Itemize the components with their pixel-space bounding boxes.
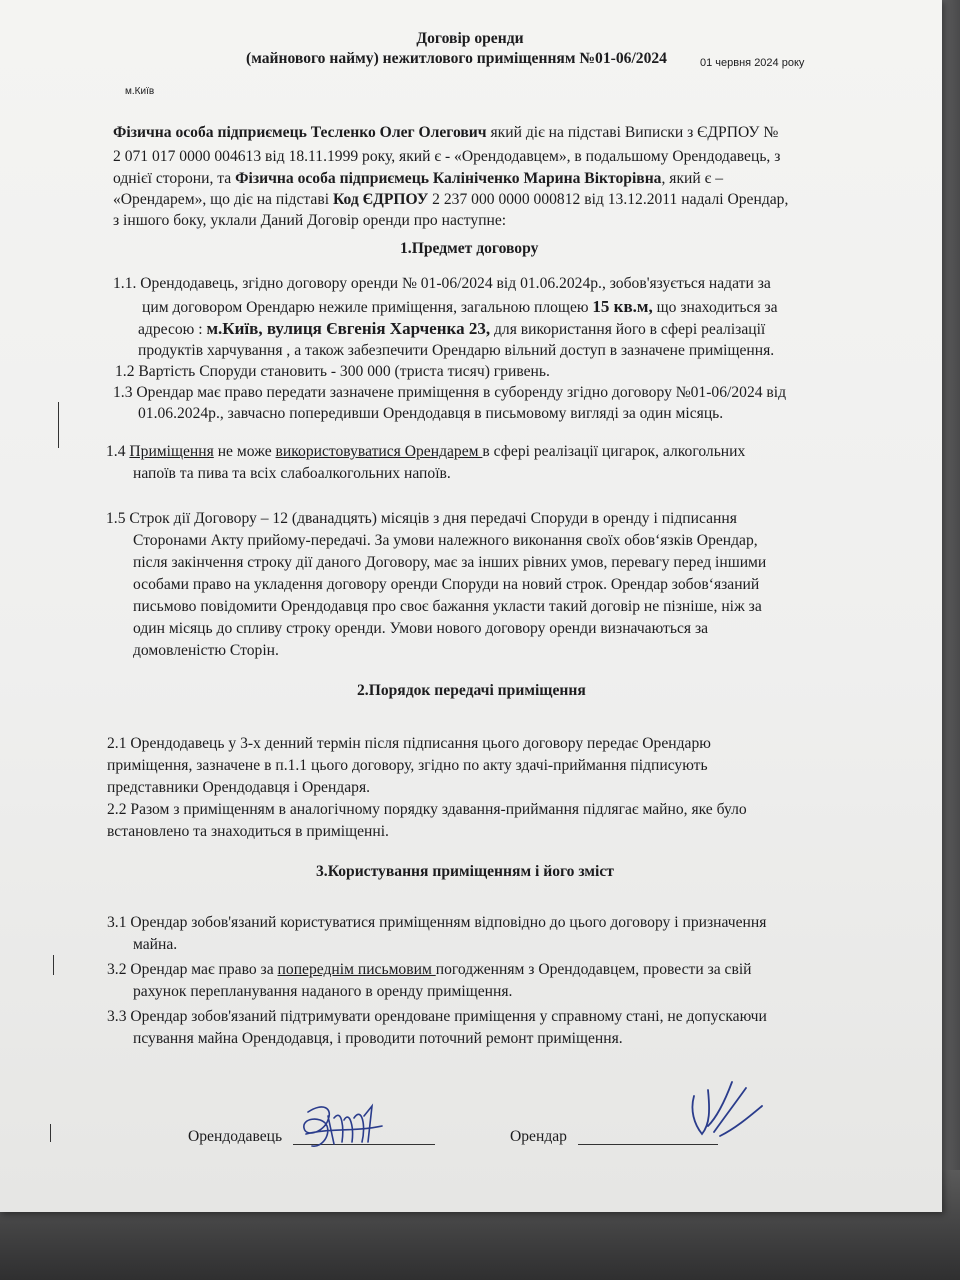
clause-1-5-line-6: один місяць до спливу строку оренди. Умови нового договору оренди визначаються за <box>133 620 709 637</box>
clause-1-5-line-5: письмово повідомити Орендодавця про своє бажання укласти такий договір не пізніше, ніж за <box>133 598 762 615</box>
clause-1-3-line-2: 01.06.2024р., завчасно попередивши Орендодавця в письмовому вигляді за один місяць. <box>138 405 724 422</box>
intro-line-5: з іншого боку, уклали Даний Договір оренди про наступне: <box>113 212 507 229</box>
section-2-heading: 2.Порядок передачі приміщення <box>357 682 586 699</box>
clause-3-1-line-1: 3.1 Орендар зобов'язаний користуватися приміщенням відповідно до цього договору і призначення <box>107 914 767 931</box>
clause-1-1-line-1: 1.1. Орендодавець, згідно договору оренди № 01-06/2024 від 01.06.2024р., зобов'язується надати за <box>113 275 771 292</box>
clause-1-5-line-4: особами право на укладення договору оренди Споруди на новий строк. Орендар зобов‘язаний <box>133 576 760 593</box>
clause-3-1-line-2: майна. <box>133 936 178 953</box>
clause-1-2: 1.2 Вартість Споруди становить - 300 000 (триста тисяч) гривень. <box>115 363 550 380</box>
clause-1-4-line-2: напоїв та пива та всіх слабоалкогольних напоїв. <box>133 465 451 482</box>
clause-1-1-line-2: цим договором Орендарю нежиле приміщення, загальною площею 15 кв.м, що знаходиться за <box>142 297 778 316</box>
clause-2-line-4: 2.2 Разом з приміщенням в аналогічному порядку здавання-приймання підлягає майно, яке було <box>107 801 747 818</box>
clause-3-3-line-2: псування майна Орендодавця, і проводити поточний ремонт приміщення. <box>133 1030 623 1047</box>
lessee-signature <box>680 1076 770 1146</box>
clause-1-5-line-1: 1.5 Строк дії Договору – 12 (дванадцять) місяців з дня передачі Споруди в оренду і підписання <box>106 510 737 527</box>
margin-mark <box>53 955 54 975</box>
intro-line-1: Фізична особа підприємець Тесленко Олег Олегович який діє на підставі Виписки з ЄДРПОУ № <box>113 124 779 141</box>
clause-1-5-line-3: після закінчення строку дії даного Договору, має за інших рівних умов, перевагу перед іншими <box>133 554 767 571</box>
document-date: 01 червня 2024 року <box>700 57 805 69</box>
document-title: Договір оренди <box>416 30 524 47</box>
clause-1-5-line-2: Сторонами Акту прийому-передачі. За умови належного виконання своїх обов‘язків Орендар, <box>133 532 758 549</box>
clause-3-2-line-1: 3.2 Орендар має право за попереднім письмовим погодженням з Орендодавцем, провести за свій <box>107 961 752 978</box>
document-city: м.Київ <box>125 86 155 97</box>
clause-2-line-2: приміщення, зазначене в п.1.1 цього договору, згідно по акту здачі-приймання підписують <box>107 757 708 774</box>
clause-3-3-line-1: 3.3 Орендар зобов'язаний підтримувати орендоване приміщення у справному стані, не допускаючи <box>107 1008 767 1025</box>
section-1-heading: 1.Предмет договору <box>400 240 539 257</box>
lessee-label: Орендар <box>510 1128 567 1145</box>
clause-1-1-line-4: продуктів харчування , а також забезпечити Орендарю вільний доступ в зазначене приміщення. <box>138 342 775 359</box>
clause-1-4-line-1: 1.4 Приміщення не може використовуватися Орендарем в сфері реалізації цигарок, алкогольних <box>106 443 746 460</box>
section-3-heading: 3.Користування приміщенням і його зміст <box>316 863 614 880</box>
lessor-signature <box>298 1098 388 1158</box>
document-subtitle: (майнового найму) нежитлового приміщенням №01-06/2024 <box>246 50 667 67</box>
clause-2-line-1: 2.1 Орендодавець у 3-х денний термін після підписання цього договору передає Орендарю <box>107 735 711 752</box>
clause-2-line-5: встановлено та знаходиться в приміщенні. <box>107 823 389 840</box>
clause-2-line-3: представники Орендодавця і Орендаря. <box>107 779 371 796</box>
intro-line-2: 2 071 017 0000 004613 від 18.11.1999 року, який є - «Орендодавцем», в подальшому Орендодавець, з <box>113 148 781 165</box>
margin-mark <box>58 402 59 448</box>
clause-1-5-line-7: домовленістю Сторін. <box>133 642 279 659</box>
lessor-label: Орендодавець <box>188 1128 283 1145</box>
clause-1-3-line-1: 1.3 Орендар має право передати зазначене приміщення в суборенду згідно договору №01-06/2024 від <box>113 384 787 401</box>
clause-3-2-line-2: рахунок перепланування наданого в оренду приміщення. <box>133 983 513 1000</box>
intro-line-3: однієї сторони, та Фізична особа підприємець Калініченко Марина Вікторівна, який є – <box>113 170 724 187</box>
clause-1-1-line-3: адресою : м.Київ, вулиця Євгенія Харченка 23, для використання його в сфері реалізації <box>138 319 766 338</box>
intro-line-4: «Орендарем», що діє на підставі Код ЄДРПОУ 2 237 000 0000 000812 від 13.12.2011 надалі Орендар, <box>113 191 789 208</box>
margin-mark <box>50 1124 51 1142</box>
